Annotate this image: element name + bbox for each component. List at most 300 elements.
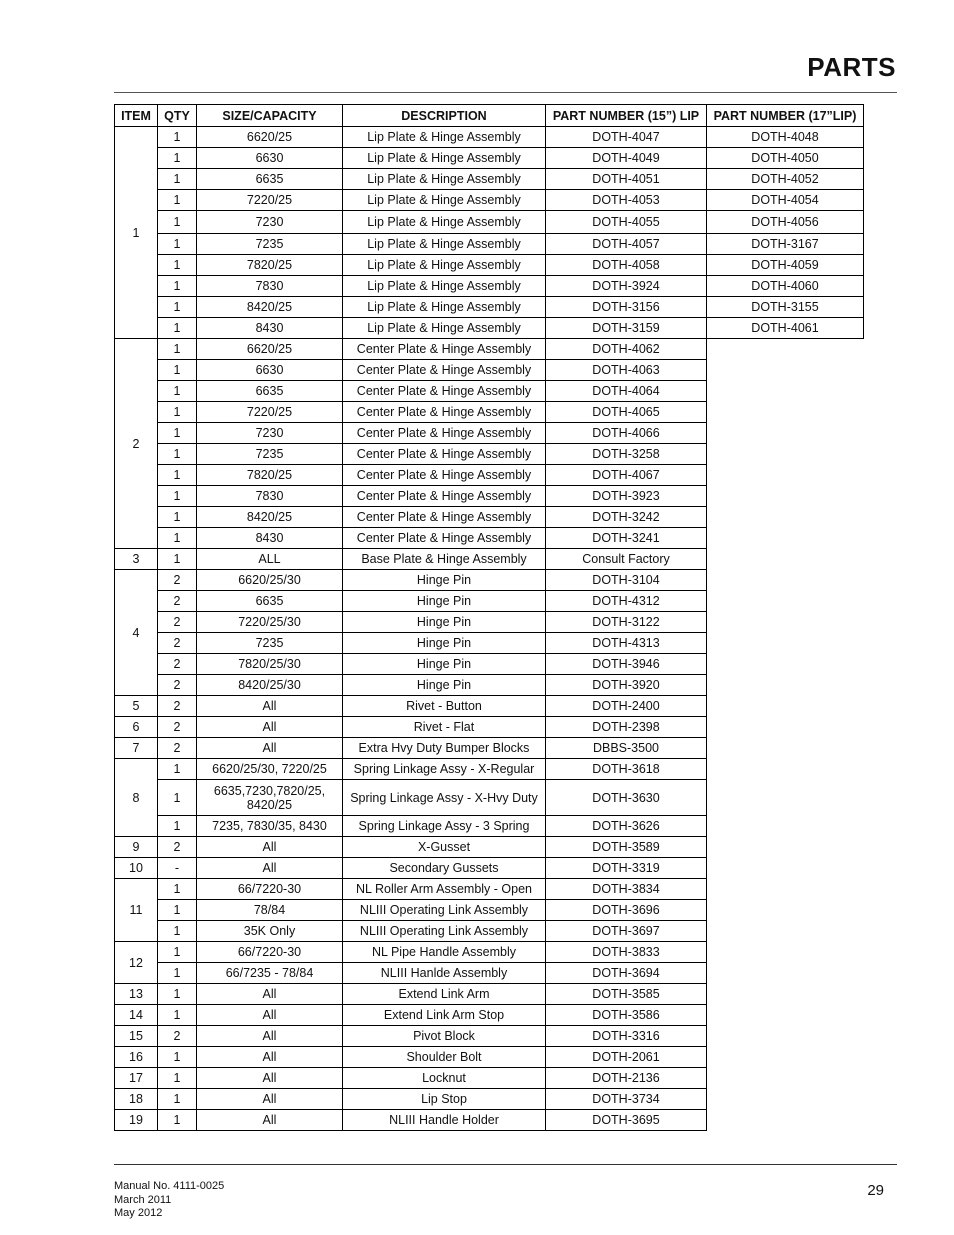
item-cell: 3 [115,549,158,570]
empty-cell [707,1026,864,1047]
description-cell: Secondary Gussets [343,858,546,879]
qty-cell: 1 [158,234,197,255]
part-number-17-cell: DOTH-3155 [707,297,864,318]
part-number-17-cell: DOTH-3167 [707,234,864,255]
table-row [115,1068,864,1089]
qty-cell: 1 [158,255,197,276]
description-cell: Lip Plate & Hinge Assembly [343,211,546,234]
table-row [115,423,864,444]
size-capacity-cell: 7235 [197,444,343,465]
part-number-15-cell: DOTH-4062 [546,339,707,360]
part-number-15-cell: DOTH-4064 [546,381,707,402]
empty-cell [707,900,864,921]
table-row [115,963,864,984]
part-number-15-cell: DOTH-4067 [546,465,707,486]
description-cell: Shoulder Bolt [343,1047,546,1068]
part-number-15-cell: DOTH-4051 [546,169,707,190]
description-cell: Center Plate & Hinge Assembly [343,339,546,360]
empty-cell [707,339,864,360]
item-cell: 1 [115,127,158,339]
size-capacity-cell: All [197,1068,343,1089]
table-row [115,1047,864,1068]
qty-cell: 1 [158,528,197,549]
table-row [115,234,864,255]
qty-cell: 1 [158,211,197,234]
table-row [115,381,864,402]
table-row [115,148,864,169]
qty-cell: 1 [158,942,197,963]
part-number-15-cell: Consult Factory [546,549,707,570]
part-number-17-cell: DOTH-4059 [707,255,864,276]
empty-cell [707,528,864,549]
qty-cell: 1 [158,423,197,444]
item-cell: 13 [115,984,158,1005]
qty-cell: 2 [158,591,197,612]
description-cell: Extend Link Arm Stop [343,1005,546,1026]
part-number-15-cell: DOTH-3589 [546,837,707,858]
size-capacity-cell: ALL [197,549,343,570]
table-row [115,549,864,570]
qty-cell: 1 [158,963,197,984]
header-part-number-15-lip: PART NUMBER (15”) LIP [546,105,707,127]
qty-cell: 1 [158,1089,197,1110]
table-row [115,675,864,696]
size-capacity-cell: 7220/25/30 [197,612,343,633]
description-cell: Lip Plate & Hinge Assembly [343,234,546,255]
item-cell: 6 [115,717,158,738]
table-row [115,984,864,1005]
part-number-15-cell: DOTH-4058 [546,255,707,276]
part-number-15-cell: DOTH-4312 [546,591,707,612]
header-size-capacity: SIZE/CAPACITY [197,105,343,127]
qty-cell: 1 [158,297,197,318]
qty-cell: 1 [158,816,197,837]
qty-cell: 2 [158,738,197,759]
qty-cell: 1 [158,780,197,816]
qty-cell: 2 [158,837,197,858]
description-cell: NLIII Operating Link Assembly [343,900,546,921]
part-number-15-cell: DOTH-3626 [546,816,707,837]
item-cell: 17 [115,1068,158,1089]
part-number-17-cell: DOTH-4048 [707,127,864,148]
table-row [115,486,864,507]
empty-cell [707,879,864,900]
item-cell: 5 [115,696,158,717]
size-capacity-cell: All [197,1089,343,1110]
empty-cell [707,759,864,780]
empty-cell [707,1110,864,1131]
table-row [115,570,864,591]
description-cell: NL Pipe Handle Assembly [343,942,546,963]
part-number-15-cell: DOTH-4313 [546,633,707,654]
empty-cell [707,1005,864,1026]
table-row [115,921,864,942]
qty-cell: 1 [158,360,197,381]
item-cell: 15 [115,1026,158,1047]
empty-cell [707,816,864,837]
qty-cell: 1 [158,1068,197,1089]
empty-cell [707,444,864,465]
table-row [115,633,864,654]
size-capacity-cell: 66/7220-30 [197,879,343,900]
description-cell: Locknut [343,1068,546,1089]
table-row [115,360,864,381]
description-cell: Hinge Pin [343,612,546,633]
item-cell: 9 [115,837,158,858]
size-capacity-cell: 8420/25 [197,507,343,528]
description-cell: Rivet - Flat [343,717,546,738]
header-row [115,105,864,127]
description-cell: Center Plate & Hinge Assembly [343,528,546,549]
table-row [115,528,864,549]
part-number-15-cell: DOTH-3319 [546,858,707,879]
qty-cell: 1 [158,148,197,169]
size-capacity-cell: All [197,696,343,717]
qty-cell: 2 [158,1026,197,1047]
table-row [115,444,864,465]
header-item: ITEM [115,105,158,127]
size-capacity-cell: 7235 [197,234,343,255]
empty-cell [707,1047,864,1068]
description-cell: Pivot Block [343,1026,546,1047]
table-row [115,759,864,780]
size-capacity-cell: 7230 [197,211,343,234]
table-row [115,858,864,879]
description-cell: Spring Linkage Assy - 3 Spring [343,816,546,837]
item-cell: 2 [115,339,158,549]
size-capacity-cell: All [197,1110,343,1131]
part-number-15-cell: DOTH-3697 [546,921,707,942]
part-number-15-cell: DOTH-4055 [546,211,707,234]
size-capacity-cell: 78/84 [197,900,343,921]
table-row [115,837,864,858]
table-row [115,507,864,528]
manual-number: Manual No. 4111-0025 [114,1180,225,1192]
size-capacity-cell: 7235, 7830/35, 8430 [197,816,343,837]
table-row [115,900,864,921]
size-capacity-cell: 8430 [197,528,343,549]
empty-cell [707,942,864,963]
size-capacity-cell: 8430 [197,318,343,339]
part-number-17-cell: DOTH-4056 [707,211,864,234]
table-row [115,190,864,211]
empty-cell [707,1089,864,1110]
part-number-15-cell: DOTH-3258 [546,444,707,465]
description-cell: Lip Plate & Hinge Assembly [343,318,546,339]
size-capacity-cell: 35K Only [197,921,343,942]
description-cell: Rivet - Button [343,696,546,717]
size-capacity-cell: 7220/25 [197,190,343,211]
size-capacity-cell: 6635 [197,381,343,402]
description-cell: X-Gusset [343,837,546,858]
description-cell: Hinge Pin [343,654,546,675]
part-number-15-cell: DOTH-3924 [546,276,707,297]
empty-cell [707,738,864,759]
qty-cell: 1 [158,190,197,211]
qty-cell: 2 [158,570,197,591]
size-capacity-cell: All [197,1026,343,1047]
description-cell: Lip Plate & Hinge Assembly [343,127,546,148]
part-number-15-cell: DBBS-3500 [546,738,707,759]
empty-cell [707,423,864,444]
empty-cell [707,633,864,654]
qty-cell: 1 [158,486,197,507]
description-cell: NLIII Handle Holder [343,1110,546,1131]
empty-cell [707,486,864,507]
table-row [115,654,864,675]
empty-cell [707,780,864,816]
qty-cell: 2 [158,717,197,738]
qty-cell: 1 [158,879,197,900]
table-row [115,1026,864,1047]
qty-cell: 1 [158,402,197,423]
description-cell: Hinge Pin [343,633,546,654]
table-row [115,339,864,360]
table-row [115,127,864,148]
part-number-15-cell: DOTH-4047 [546,127,707,148]
table-row [115,696,864,717]
bottom-divider [114,1164,897,1165]
size-capacity-cell: All [197,738,343,759]
empty-cell [707,984,864,1005]
size-capacity-cell: All [197,1005,343,1026]
item-cell: 11 [115,879,158,942]
part-number-15-cell: DOTH-3834 [546,879,707,900]
part-number-17-cell: DOTH-4060 [707,276,864,297]
part-number-17-cell: DOTH-4050 [707,148,864,169]
part-number-15-cell: DOTH-2398 [546,717,707,738]
qty-cell: 1 [158,127,197,148]
part-number-15-cell: DOTH-3630 [546,780,707,816]
table-row [115,465,864,486]
description-cell: Center Plate & Hinge Assembly [343,465,546,486]
qty-cell: 1 [158,276,197,297]
part-number-15-cell: DOTH-4057 [546,234,707,255]
part-number-15-cell: DOTH-3242 [546,507,707,528]
size-capacity-cell: 8420/25/30 [197,675,343,696]
size-capacity-cell: 6620/25 [197,339,343,360]
header-description: DESCRIPTION [343,105,546,127]
part-number-15-cell: DOTH-2136 [546,1068,707,1089]
description-cell: Lip Plate & Hinge Assembly [343,297,546,318]
top-divider [114,92,897,93]
part-number-15-cell: DOTH-2400 [546,696,707,717]
qty-cell: 1 [158,465,197,486]
size-capacity-cell: 6630 [197,148,343,169]
table-row [115,780,864,816]
empty-cell [707,675,864,696]
qty-cell: 2 [158,612,197,633]
header-part-number-17-lip: PART NUMBER (17”LIP) [707,105,864,127]
qty-cell: 1 [158,549,197,570]
description-cell: Hinge Pin [343,570,546,591]
table-row [115,879,864,900]
page-title: PARTS [807,52,896,82]
table-row [115,591,864,612]
qty-cell: 1 [158,381,197,402]
item-cell: 8 [115,759,158,837]
description-cell: NLIII Operating Link Assembly [343,921,546,942]
empty-cell [707,717,864,738]
table-row [115,717,864,738]
table-row [115,297,864,318]
description-cell: Lip Plate & Hinge Assembly [343,169,546,190]
page-number: 29 [867,1182,884,1199]
qty-cell: 1 [158,1005,197,1026]
part-number-15-cell: DOTH-3920 [546,675,707,696]
empty-cell [707,570,864,591]
table-row [115,1110,864,1131]
size-capacity-cell: 6635 [197,169,343,190]
size-capacity-cell: All [197,717,343,738]
size-capacity-cell: All [197,984,343,1005]
table-row [115,255,864,276]
part-number-15-cell: DOTH-3923 [546,486,707,507]
size-capacity-cell: All [197,837,343,858]
empty-cell [707,549,864,570]
description-cell: Spring Linkage Assy - X-Hvy Duty [343,780,546,816]
part-number-15-cell: DOTH-3156 [546,297,707,318]
description-cell: Center Plate & Hinge Assembly [343,381,546,402]
item-cell: 10 [115,858,158,879]
part-number-15-cell: DOTH-3694 [546,963,707,984]
part-number-15-cell: DOTH-3241 [546,528,707,549]
part-number-15-cell: DOTH-4063 [546,360,707,381]
table-row [115,1089,864,1110]
empty-cell [707,963,864,984]
qty-cell: 1 [158,1110,197,1131]
description-cell: Center Plate & Hinge Assembly [343,444,546,465]
qty-cell: 1 [158,444,197,465]
description-cell: Extend Link Arm [343,984,546,1005]
description-cell: Lip Plate & Hinge Assembly [343,255,546,276]
description-cell: NLIII Hanlde Assembly [343,963,546,984]
empty-cell [707,921,864,942]
empty-cell [707,837,864,858]
footer-date-2: May 2012 [114,1207,163,1219]
table-row [115,1005,864,1026]
part-number-15-cell: DOTH-2061 [546,1047,707,1068]
size-capacity-cell: 66/7220-30 [197,942,343,963]
size-capacity-cell: 6620/25 [197,127,343,148]
part-number-15-cell: DOTH-3586 [546,1005,707,1026]
part-number-15-cell: DOTH-3316 [546,1026,707,1047]
empty-cell [707,507,864,528]
description-cell: Lip Plate & Hinge Assembly [343,148,546,169]
item-cell: 16 [115,1047,158,1068]
description-cell: Hinge Pin [343,591,546,612]
size-capacity-cell: 7820/25 [197,465,343,486]
description-cell: Base Plate & Hinge Assembly [343,549,546,570]
size-capacity-cell: 6635 [197,591,343,612]
qty-cell: - [158,858,197,879]
parts-table [114,104,864,1131]
empty-cell [707,381,864,402]
size-capacity-cell: All [197,1047,343,1068]
table-row [115,276,864,297]
description-cell: Center Plate & Hinge Assembly [343,423,546,444]
part-number-15-cell: DOTH-3159 [546,318,707,339]
part-number-15-cell: DOTH-4065 [546,402,707,423]
item-cell: 18 [115,1089,158,1110]
part-number-17-cell: DOTH-4061 [707,318,864,339]
qty-cell: 1 [158,921,197,942]
size-capacity-cell: All [197,858,343,879]
item-cell: 4 [115,570,158,696]
description-cell: NL Roller Arm Assembly - Open [343,879,546,900]
empty-cell [707,591,864,612]
table-row [115,612,864,633]
description-cell: Lip Plate & Hinge Assembly [343,190,546,211]
description-cell: Center Plate & Hinge Assembly [343,486,546,507]
size-capacity-cell: 8420/25 [197,297,343,318]
size-capacity-cell: 6635,7230,7820/25, 8420/25 [197,780,343,816]
empty-cell [707,402,864,423]
table-row [115,816,864,837]
item-cell: 19 [115,1110,158,1131]
part-number-15-cell: DOTH-3104 [546,570,707,591]
description-cell: Hinge Pin [343,675,546,696]
part-number-15-cell: DOTH-4066 [546,423,707,444]
size-capacity-cell: 6630 [197,360,343,381]
part-number-15-cell: DOTH-3618 [546,759,707,780]
empty-cell [707,858,864,879]
size-capacity-cell: 7820/25/30 [197,654,343,675]
size-capacity-cell: 6620/25/30 [197,570,343,591]
empty-cell [707,612,864,633]
qty-cell: 1 [158,339,197,360]
qty-cell: 1 [158,759,197,780]
qty-cell: 2 [158,633,197,654]
table-row [115,942,864,963]
part-number-15-cell: DOTH-3122 [546,612,707,633]
empty-cell [707,696,864,717]
header-qty: QTY [158,105,197,127]
size-capacity-cell: 7830 [197,486,343,507]
item-cell: 7 [115,738,158,759]
size-capacity-cell: 6620/25/30, 7220/25 [197,759,343,780]
description-cell: Lip Stop [343,1089,546,1110]
part-number-15-cell: DOTH-3585 [546,984,707,1005]
empty-cell [707,465,864,486]
qty-cell: 2 [158,675,197,696]
part-number-17-cell: DOTH-4054 [707,190,864,211]
qty-cell: 1 [158,169,197,190]
description-cell: Center Plate & Hinge Assembly [343,507,546,528]
part-number-15-cell: DOTH-3696 [546,900,707,921]
qty-cell: 1 [158,900,197,921]
size-capacity-cell: 7220/25 [197,402,343,423]
size-capacity-cell: 66/7235 - 78/84 [197,963,343,984]
empty-cell [707,360,864,381]
description-cell: Spring Linkage Assy - X-Regular [343,759,546,780]
part-number-15-cell: DOTH-3833 [546,942,707,963]
qty-cell: 2 [158,696,197,717]
description-cell: Lip Plate & Hinge Assembly [343,276,546,297]
part-number-15-cell: DOTH-3946 [546,654,707,675]
part-number-15-cell: DOTH-3695 [546,1110,707,1131]
table-row [115,402,864,423]
qty-cell: 1 [158,1047,197,1068]
table-row [115,738,864,759]
qty-cell: 2 [158,654,197,675]
table-row [115,211,864,234]
description-cell: Extra Hvy Duty Bumper Blocks [343,738,546,759]
description-cell: Center Plate & Hinge Assembly [343,402,546,423]
footer [114,1180,224,1221]
description-cell: Center Plate & Hinge Assembly [343,360,546,381]
qty-cell: 1 [158,318,197,339]
